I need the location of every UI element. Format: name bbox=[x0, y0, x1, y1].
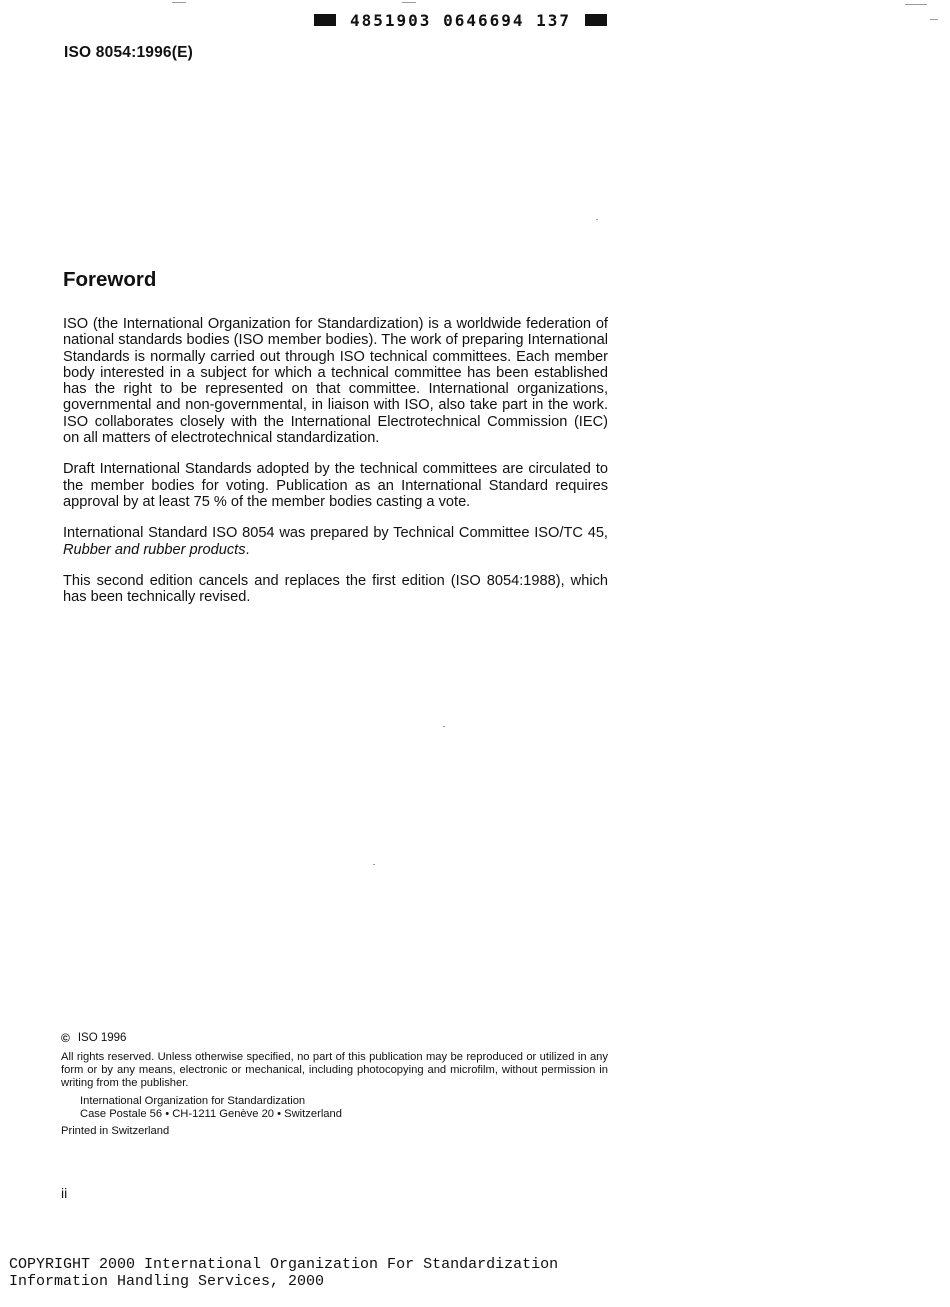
publisher-name: International Organization for Standardization bbox=[80, 1094, 306, 1107]
scan-speck bbox=[905, 4, 927, 5]
scan-speck bbox=[402, 2, 416, 3]
footer-line-2: Information Handling Services, 2000 bbox=[9, 1273, 325, 1290]
document-id: ISO 8054:1996(E) bbox=[64, 44, 193, 61]
copyright-year: ISO 1996 bbox=[77, 1032, 127, 1044]
copyright-line bbox=[61, 1031, 608, 1045]
scan-barcode-header bbox=[314, 11, 607, 29]
prepared-by-end: . bbox=[245, 541, 250, 558]
scan-speck bbox=[443, 726, 445, 727]
rights-statement: All rights reserved. Unless otherwise specified, no part of this publication may be reproduced or utilized in any form or by any means, electronic or mechanical, including photocopying and microfilm, without permission in writing from the publisher. bbox=[61, 1051, 608, 1090]
scan-speck bbox=[172, 2, 186, 3]
foreword-paragraph-3 bbox=[63, 525, 608, 558]
scan-code: 4851903 0646694 137 bbox=[350, 10, 572, 30]
scan-bar-left bbox=[314, 14, 336, 26]
printed-in: Printed in Switzerland bbox=[61, 1125, 170, 1138]
edition-note: This second edition cancels and replaces the first edition (ISO 8054:1988), which has been technically revised. bbox=[63, 572, 608, 606]
foreword-paragraph-2: Draft International Standards adopted by the technical committees are circulated to the member bodies for voting. Publication as an International Standard requires approval by at least 75 % of the member bodies casting a vote. bbox=[63, 461, 608, 510]
publisher-postal: Case Postale 56 • CH-1211 Genève 20 • Switzerland bbox=[80, 1107, 342, 1120]
scan-speck bbox=[373, 864, 375, 865]
footer-copyright bbox=[9, 1256, 558, 1290]
copyright-symbol-icon: © bbox=[61, 1031, 70, 1045]
page-number: ii bbox=[61, 1185, 68, 1201]
scan-speck bbox=[596, 219, 598, 220]
footer-line-1: COPYRIGHT 2000 International Organization For Standardization bbox=[9, 1256, 559, 1273]
foreword-body bbox=[63, 316, 608, 620]
foreword-title: Foreword bbox=[63, 268, 157, 291]
prepared-by-text: International Standard ISO 8054 was prepared by Technical Committee ISO/TC 45, bbox=[63, 525, 608, 542]
scan-bar-right bbox=[585, 14, 607, 26]
publisher-address bbox=[61, 1095, 608, 1121]
committee-title: Rubber and rubber products bbox=[63, 541, 246, 558]
scan-speck bbox=[930, 19, 938, 20]
foreword-paragraph-1: ISO (the International Organization for Standardization) is a worldwide federation of national standards bodies (ISO member bodies). The work of preparing International Standards is normally carried out through ISO technical committees. Each member body interested in a subject for which a technical committee has been established has the right to be represented on that committee. International organizations, governmental and non-governmental, in liaison with ISO, also take part in the work. ISO collaborates closely with the International Electrotechnical Commission (IEC) on all matters of electrotechnical standardization. bbox=[63, 316, 608, 447]
copyright-block bbox=[61, 1031, 608, 1138]
